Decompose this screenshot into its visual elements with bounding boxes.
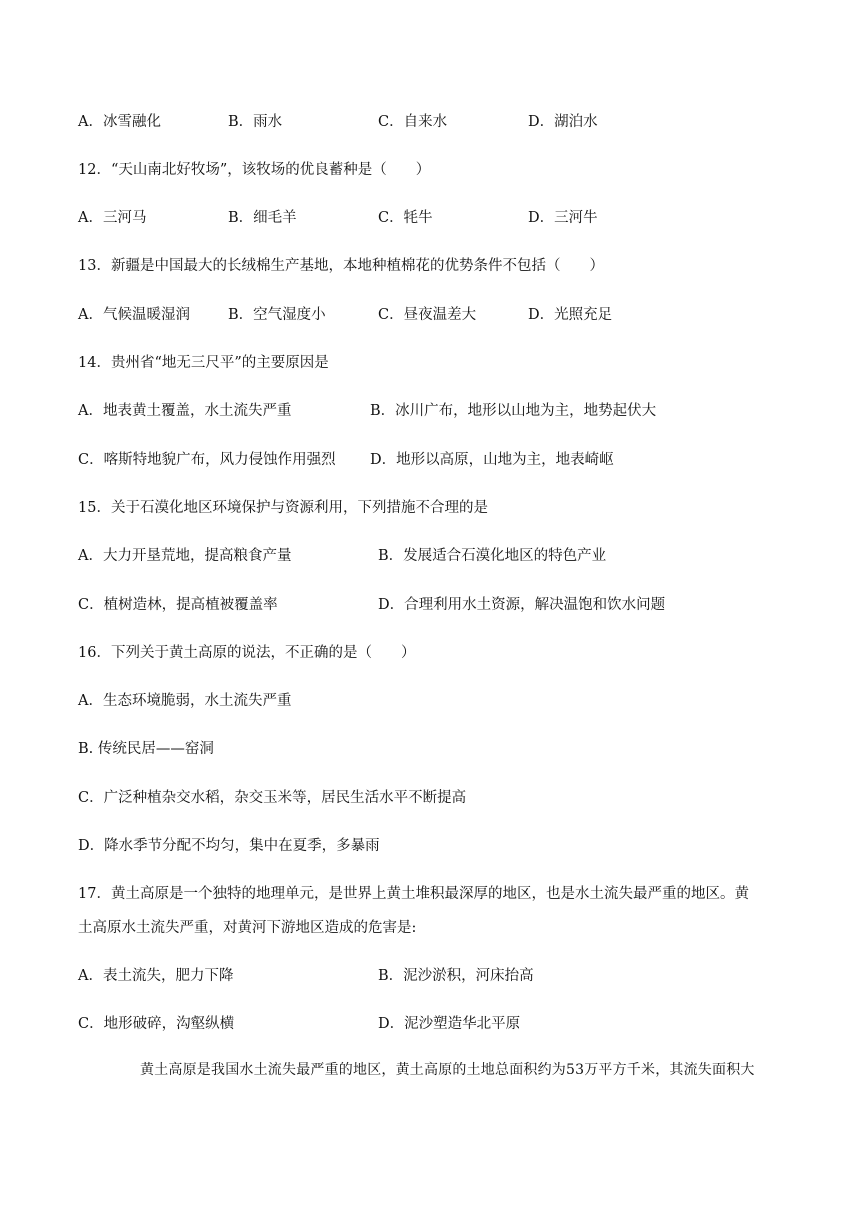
q16-option-b: B. 传统民居——窑洞	[78, 741, 214, 757]
q13-option-c: C．昼夜温差大	[378, 307, 477, 323]
q16-option-a: A．生态环境脆弱，水土流失严重	[78, 693, 292, 709]
q17-option-c: C．地形破碎，沟壑纵横	[78, 1016, 235, 1032]
q12-option-a: A．三河马	[78, 210, 147, 226]
q17-option-b: B．泥沙淤积，河床抬高	[378, 968, 534, 984]
q15-stem: 15．关于石漠化地区环境保护与资源利用，下列措施不合理的是	[78, 500, 488, 516]
q13-stem: 13．新疆是中国最大的长绒棉生产基地，本地种植棉花的优势条件不包括（ ）	[78, 258, 604, 274]
q15-option-d: D．合理利用水土资源，解决温饱和饮水问题	[378, 597, 666, 613]
q12-option-c: C．牦牛	[378, 210, 433, 226]
q13-option-a: A．气候温暖湿润	[78, 307, 190, 323]
q11-option-d: D．湖泊水	[528, 114, 598, 130]
q12-option-d: D．三河牛	[528, 210, 598, 226]
q16-option-c: C．广泛种植杂交水稻，杂交玉米等，居民生活水平不断提高	[78, 790, 467, 806]
passage-line-1: 黄土高原是我国水土流失最严重的地区，黄土高原的土地总面积约为53万平方千米，其流失面积大	[140, 1062, 755, 1078]
q17-option-d: D．泥沙塑造华北平原	[378, 1016, 521, 1032]
q15-option-c: C．植树造林，提高植被覆盖率	[78, 597, 278, 613]
q15-option-a: A．大力开垦荒地，提高粮食产量	[78, 548, 292, 564]
q14-option-a: A．地表黄土覆盖，水土流失严重	[78, 403, 292, 419]
q15-option-b: B．发展适合石漠化地区的特色产业	[378, 548, 607, 564]
q16-option-d: D．降水季节分配不均匀，集中在夏季，多暴雨	[78, 838, 380, 854]
q14-option-c: C．喀斯特地貌广布，风力侵蚀作用强烈	[78, 452, 336, 468]
q11-option-c: C．自来水	[378, 114, 448, 130]
q12-option-b: B．细毛羊	[228, 210, 297, 226]
q14-stem: 14．贵州省“地无三尺平”的主要原因是	[78, 355, 329, 371]
q14-option-b: B．冰川广布，地形以山地为主，地势起伏大	[370, 403, 657, 419]
q11-option-b: B．雨水	[228, 114, 283, 130]
q11-option-a: A．冰雪融化	[78, 114, 161, 130]
q13-option-d: D．光照充足	[528, 307, 613, 323]
q12-stem: 12．“天山南北好牧场”，该牧场的优良蓄种是（ ）	[78, 162, 431, 178]
q14-option-d: D．地形以高原，山地为主，地表崎岖	[370, 452, 614, 468]
q16-stem: 16．下列关于黄土高原的说法，不正确的是（ ）	[78, 645, 416, 661]
q17-stem-line-2: 土高原水土流失严重，对黄河下游地区造成的危害是:	[78, 920, 417, 936]
q17-stem-line-1: 17．黄土高原是一个独特的地理单元，是世界上黄土堆积最深厚的地区，也是水土流失最严重的地区。黄	[78, 886, 749, 902]
q13-option-b: B．空气湿度小	[228, 307, 326, 323]
q17-option-a: A．表土流失，肥力下降	[78, 968, 234, 984]
